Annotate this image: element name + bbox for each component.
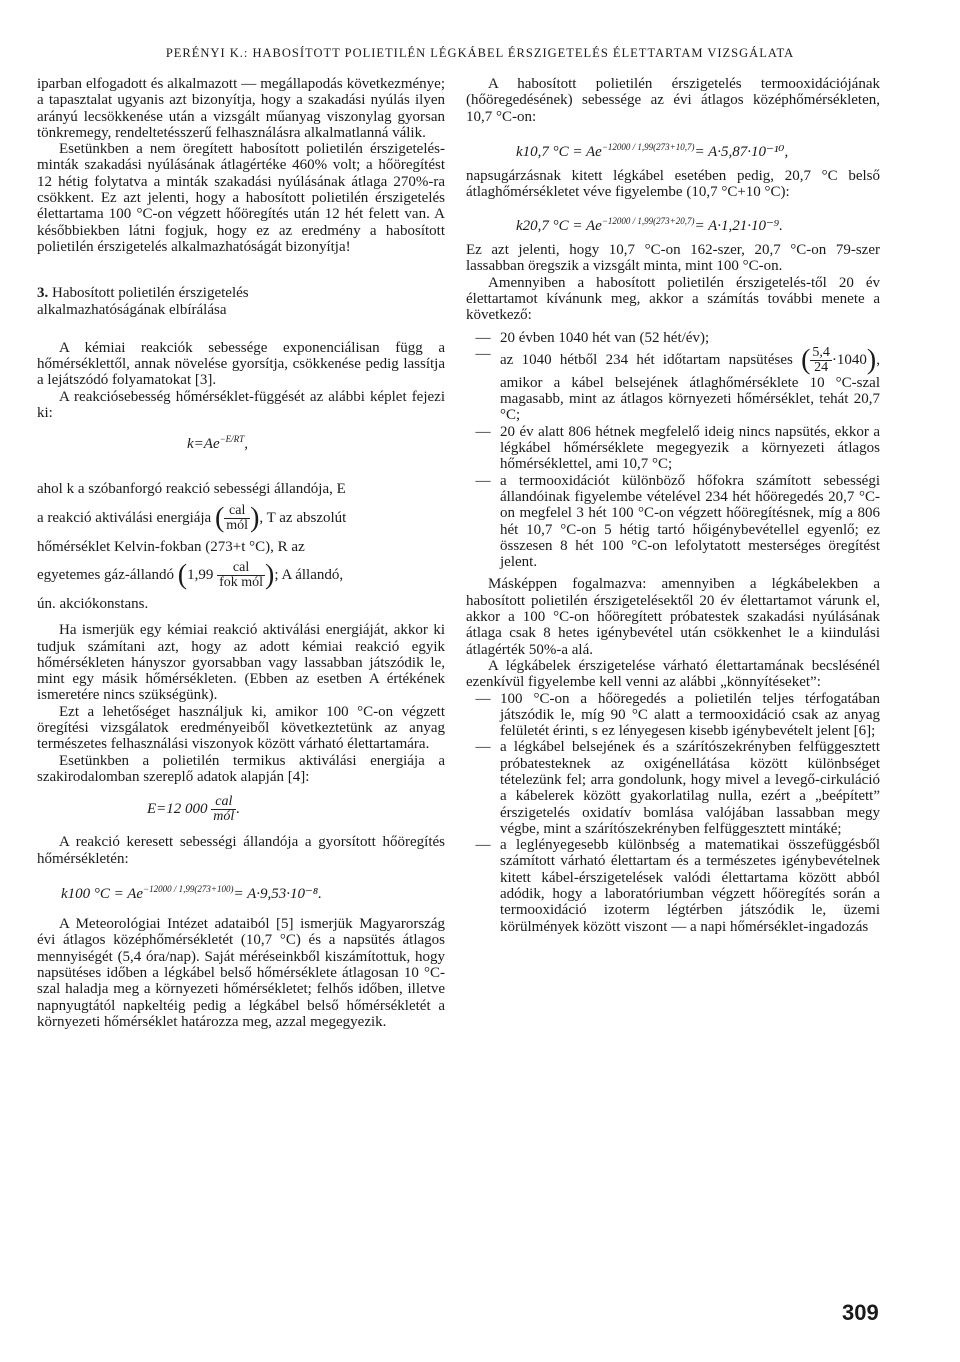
running-header: PERÉNYI K.: HABOSÍTOTT POLIETILÉN LÉGKÁBEL ÉRSZIGETELÉS ÉLETTARTAM VIZSGÁLATA [165, 46, 795, 60]
text: , T az abszolút [259, 509, 347, 526]
formula-arrhenius [37, 421, 445, 475]
formula-text: k20,7 °C = Ae [516, 217, 602, 234]
section-heading [37, 285, 445, 318]
paragraph: Amennyiben a habosított polietilén érszigetelés-től 20 év élettartamot kívánunk meg, akkor a számítás további menete a következő: [466, 274, 880, 324]
denominator: mól [213, 809, 235, 825]
unit-fraction [224, 504, 250, 533]
page-number: 309 [842, 1300, 879, 1325]
paragraph: Esetünkben a polietilén termikus aktiválási energiája a szakirodalomban szereplő adatok alapján [4]: [37, 752, 445, 785]
fraction [810, 346, 832, 375]
paragraph: A reakció keresett sebességi állandója a gyorsított hőöregítés hőmérsékletén: [37, 834, 445, 867]
formula-text: E=12 000 [147, 801, 208, 818]
list-item-text: a leglényegesebb különbség a matematikai összefüggésből számított várható élettartam és a természetes igénybevételnek kitett kábel-érszigetelések valódi élettartama között abból adódik, hogy a laboratóriumban végzett hőöregítés során a termooxidáció izoterm légtérben játszódik le, üzemi körülmények között viszont — a napi hőmérséklet-ingadozás [500, 837, 880, 935]
formula-text: k10,7 °C = Ae [516, 143, 602, 160]
section-title-line1: Habosított polietilén érszigetelés [52, 285, 249, 302]
left-column [37, 76, 445, 1030]
formula-exponent: −12000 / 1,99(273+10,7) [601, 141, 695, 152]
text: ; A állandó, [274, 566, 344, 583]
numerator: 5,4 [812, 344, 830, 360]
paragraph: A reakciósebesség hőmérséklet-függését az alábbi képlet fejezi ki: [37, 388, 445, 422]
list-item: — az 1040 hétből 234 hét időtartam napsütéses ( $\frac{5,4}{24}$ ·1040), amikor a kábel belsejének átlaghőmérséklete 10 °C-szal magasabb, mint az átlagos környezeti hőmérséklet, tehát 20,7 °C; [475, 344, 880, 424]
paragraph: hőmérséklet Kelvin-fokban (273+t °C), R az [37, 538, 305, 555]
formula-k10-7 [516, 139, 880, 160]
activation-energy-line: a reakció aktiválási energiája ( $\frac{\text{cal}}{\text{mól}}$ ), T az abszolút [37, 501, 347, 533]
paragraph: Esetünkben a nem öregített habosított polietilén érszigetelés-minták szakadási nyúlásának átlagértéke 460% volt; a hőöregítést 12 hétig folytatva a minták szakadási nyúlásának átlaga 270%-ra csökkent. Ez azt jelenti, hogy a habosított polietilén érszigetelés élettartama 100 °C-on végzett hőöregítés után 12 hét felett van. A későbbiekben látni fogjuk, hogy ez az eredmény a habosított polietilén érszigetelés alkalmazhatóságát bizonyítja! [37, 141, 445, 255]
list-item-text: 100 °C-on a hőöregedés a polietilén teljes térfogatában játszódik le, míg 90 °C alatt a termooxidáció csak az anyag felületét érinti, s ez lényegesen kisebb igénybevételt jelent [6]; [500, 690, 880, 740]
paragraph: Másképpen fogalmazva: amennyiben a légkábelekben a habosított polietilén érszigetelésektől 20 év élettartamot várunk el, akkor a 100 °C-on hőöregített próbatestek szakadási nyúlásának átlaga csak 8 hetes igénybevétel után csökkenhet le a kiindulási átlagérték 50%-a alá. [466, 576, 880, 658]
list-item-text: a légkábel belsejének és a szárítószekrényben felfüggesztett próbatesteknek az oxigénellátása között különbséget tételezünk fel; arra gondolunk, hogy mivel a levegő-cirkuláció a kábelerek között gyakorlatilag nulla, ezért a „beépített” érszigetelés oxidatív bomlása valójában lassabban megy végbe, mint a szárítószekrényben felfüggesztett mintáké; [500, 739, 880, 837]
formula-k20-7 [516, 213, 880, 234]
formula-exponent: −E/RT [219, 434, 245, 445]
paragraph: Ezt a lehetőséget használjuk ki, amikor 100 °C-on végzett öregítési vizsgálatok eredményeiből következtetünk az anyag természetes felhasználási viszonyok között várható élettartamára. [37, 703, 445, 753]
list-item: — 100 °C-on a hőöregedés a polietilén teljes térfogatában játszódik le, míg 90 °C alatt a termooxidáció csak az anyag felületét érinti, s ez lényegesen kisebb igénybevételt jelent [6]; [475, 690, 880, 740]
list-item-text: ·1040 [831, 351, 867, 368]
list-item-text: az 1040 hétből 234 hét időtartam napsütéses [500, 351, 793, 368]
gas-constant-line: egyetemes gáz-állandó (1,99 $\frac{\text{cal}}{\text{fok mól}}$ ); A állandó, [37, 559, 344, 591]
paragraph: Ha ismerjük egy kémiai reakció aktiválási energiáját, akkor ki tudjuk számítani azt, hogy az adott kémiai reakció egyik hőmérsékleten hányszor gyorsabban vagy lassabban játszódik le, mint egy másik hőmérsékleten. (Ebben az esetben A értékének ismeretére nincs szükségünk). [37, 622, 445, 704]
denominator: fok mól [219, 574, 264, 590]
paragraph: Ez azt jelenti, hogy 10,7 °C-on 162-szer, 20,7 °C-on 79-szer lassabban öregszik a vizsgált minta, mint 100 °C-on. [466, 242, 880, 275]
paragraph: napsugárzásnak kitett légkábel esetében pedig, 20,7 °C belső átlaghőmérsékletet véve figyelembe (10,7 °C+10 °C): [466, 168, 880, 201]
paragraph: ún. akciókonstans. [37, 595, 149, 612]
formula-text: = A·5,87·10⁻¹⁰, [694, 143, 789, 160]
denominator: 24 [814, 359, 829, 375]
list-item: — 20 évben 1040 hét van (52 hét/év); [466, 330, 880, 346]
paragraph: ahol k a szóbanforgó reakció sebességi állandója, E [37, 481, 346, 498]
formula-text: = A·1,21·10⁻⁹. [694, 217, 783, 234]
paragraph: A habosított polietilén érszigetelés termooxidációjának (hőöregedésének) sebessége az évi átlagos középhőmérsékleten, 10,7 °C-on: [466, 76, 880, 125]
section-title-line2: alkalmazhatóságának elbírálása [37, 301, 227, 318]
value: 1,99 [187, 566, 214, 583]
formula-activation-energy: E=12 000 $\frac{\text{cal}}{\text{mól}}$ . [147, 794, 241, 825]
formula-text: = A·9,53·10⁻⁸. [233, 885, 322, 902]
formula-exponent: −12000 / 1,99(273+20,7) [601, 215, 695, 226]
list-item-text: 20 év alatt 806 hétnek megfelelő ideig nincs napsütés, ekkor a légkábel hőmérséklete megegyezik a környezeti átlagos hőmérséklettel, ami 10,7 °C; [500, 423, 880, 473]
list-item: — a termooxidációt különböző hőfokra számított sebességi állandóinak figyelembe vételével 234 hét hőöregedés 20,7 °C-on megfelel 3 hét 100 °C-on végzett hőöregítésnek, míg a 806 hét 10,7 °C-on 5 hétig tartó hőigénybevétellel egyenlő; ez összesen 8 hét 100 °C-on lefolytatott mesterséges öregítést jelent. [475, 472, 880, 571]
text: egyetemes gáz-állandó [37, 566, 175, 583]
formula-exponent: −12000 / 1,99(273+100) [143, 883, 234, 894]
formula-end: , [244, 436, 248, 453]
formula-text: k100 °C = Ae [61, 885, 144, 902]
unit-fraction [211, 795, 236, 824]
list-item: — a légkábel belsejének és a szárítószekrényben felfüggesztett próbatesteknek az oxigénellátása között különbséget tételezünk fel; arra gondolunk, hogy mivel a levegő-cirkuláció a kábelerek között gyakorlatilag nulla, ezért a „beépített” érszigetelés oxidatív bomlása valójában lassabban megy végbe, mint a szárítószekrényben felfüggesztett mintáké; [475, 739, 880, 837]
denominator: mól [226, 517, 249, 533]
right-column [466, 76, 880, 935]
numerator: cal [211, 795, 236, 810]
paragraph: A Meteorológiai Intézet adataiból [5] ismerjük Magyarország évi átlagos középhőmérsékletét (10,7 °C) és a napsütés átlagos mennyiségét (5,4 óra/nap). Saját méréseinkből kiszámítottuk, hogy napsütéses időben a légkábel belső hőmérséklete átlagosan 10 °C-szal haladja meg a környezeti hőmérsékletet; felhős időben, illetve napnyugtától napkeltéig pedig a légkábel belső hőmérsékletét a környezeti hőmérséklet határozza meg, azzal megegyezik. [37, 916, 445, 1030]
list-item: — 20 év alatt 806 hétnek megfelelő ideig nincs napsütés, ekkor a légkábel hőmérséklete megegyezik a környezeti átlagos hőmérséklettel, ami 10,7 °C; [475, 423, 880, 473]
paragraph: A légkábelek érszigetelése várható élettartamának becslésénél ezenkívül figyelembe kell venni az alábbi „könnyítéseket”: [466, 657, 880, 691]
formula-text: k=Ae [187, 436, 220, 453]
list-item-text: a termooxidációt különböző hőfokra számított sebességi állandóinak figyelembe vételével 234 hét hőöregedés 20,7 °C-on megfelel 3 hét 100 °C-on végzett hőöregítésnek, míg a 806 hét 10,7 °C-on 5 hétig tartó hőigénybevétellel egyenlő; ez összesen 8 hét 100 °C-on lefolytatott mesterséges öregítést jelent. [500, 472, 880, 571]
numerator: cal [217, 561, 265, 576]
text: a reakció aktiválási energiája [37, 509, 212, 526]
list-item-text: , amikor a kábel belsejének átlaghőmérséklete 10 °C-szal magasabb, mint az átlagos környezeti hőmérséklet, tehát 20,7 °C; [500, 351, 880, 424]
section-number: 3. [37, 285, 49, 302]
paragraph: iparban elfogadott és alkalmazott — megállapodás következménye; a tapasztalat ugyanis azt bizonyítja, hogy a szakadási nyúlás ilyen arányú lecsökkenése után a vizsgált műanyag viszonylag gyorsan tönkremegy, rendeltetésszerű felhasználásra alkalmatlanná válik. [37, 76, 445, 141]
unit-fraction [217, 561, 265, 590]
list-item-text: 20 évben 1040 hét van (52 hét/év); [500, 329, 710, 346]
formula-k100 [61, 881, 445, 902]
numerator: cal [224, 504, 250, 519]
list-item: — a leglényegesebb különbség a matematikai összefüggésből számított várható élettartam és a természetes igénybevételnek kitett kábel-érszigetelések valódi élettartama között abból adódik, hogy a laboratóriumban végzett hőöregítés során a termooxidáció izoterm légtérben játszódik le, üzemi körülmények között viszont — a napi hőmérséklet-ingadozás [475, 837, 880, 935]
paragraph: A kémiai reakciók sebessége exponenciálisan függ a hőmérséklettől, annak növelése gyorsítja, csökkenése pedig lassítja a lejátszódó folyamatokat [3]. [37, 339, 445, 389]
